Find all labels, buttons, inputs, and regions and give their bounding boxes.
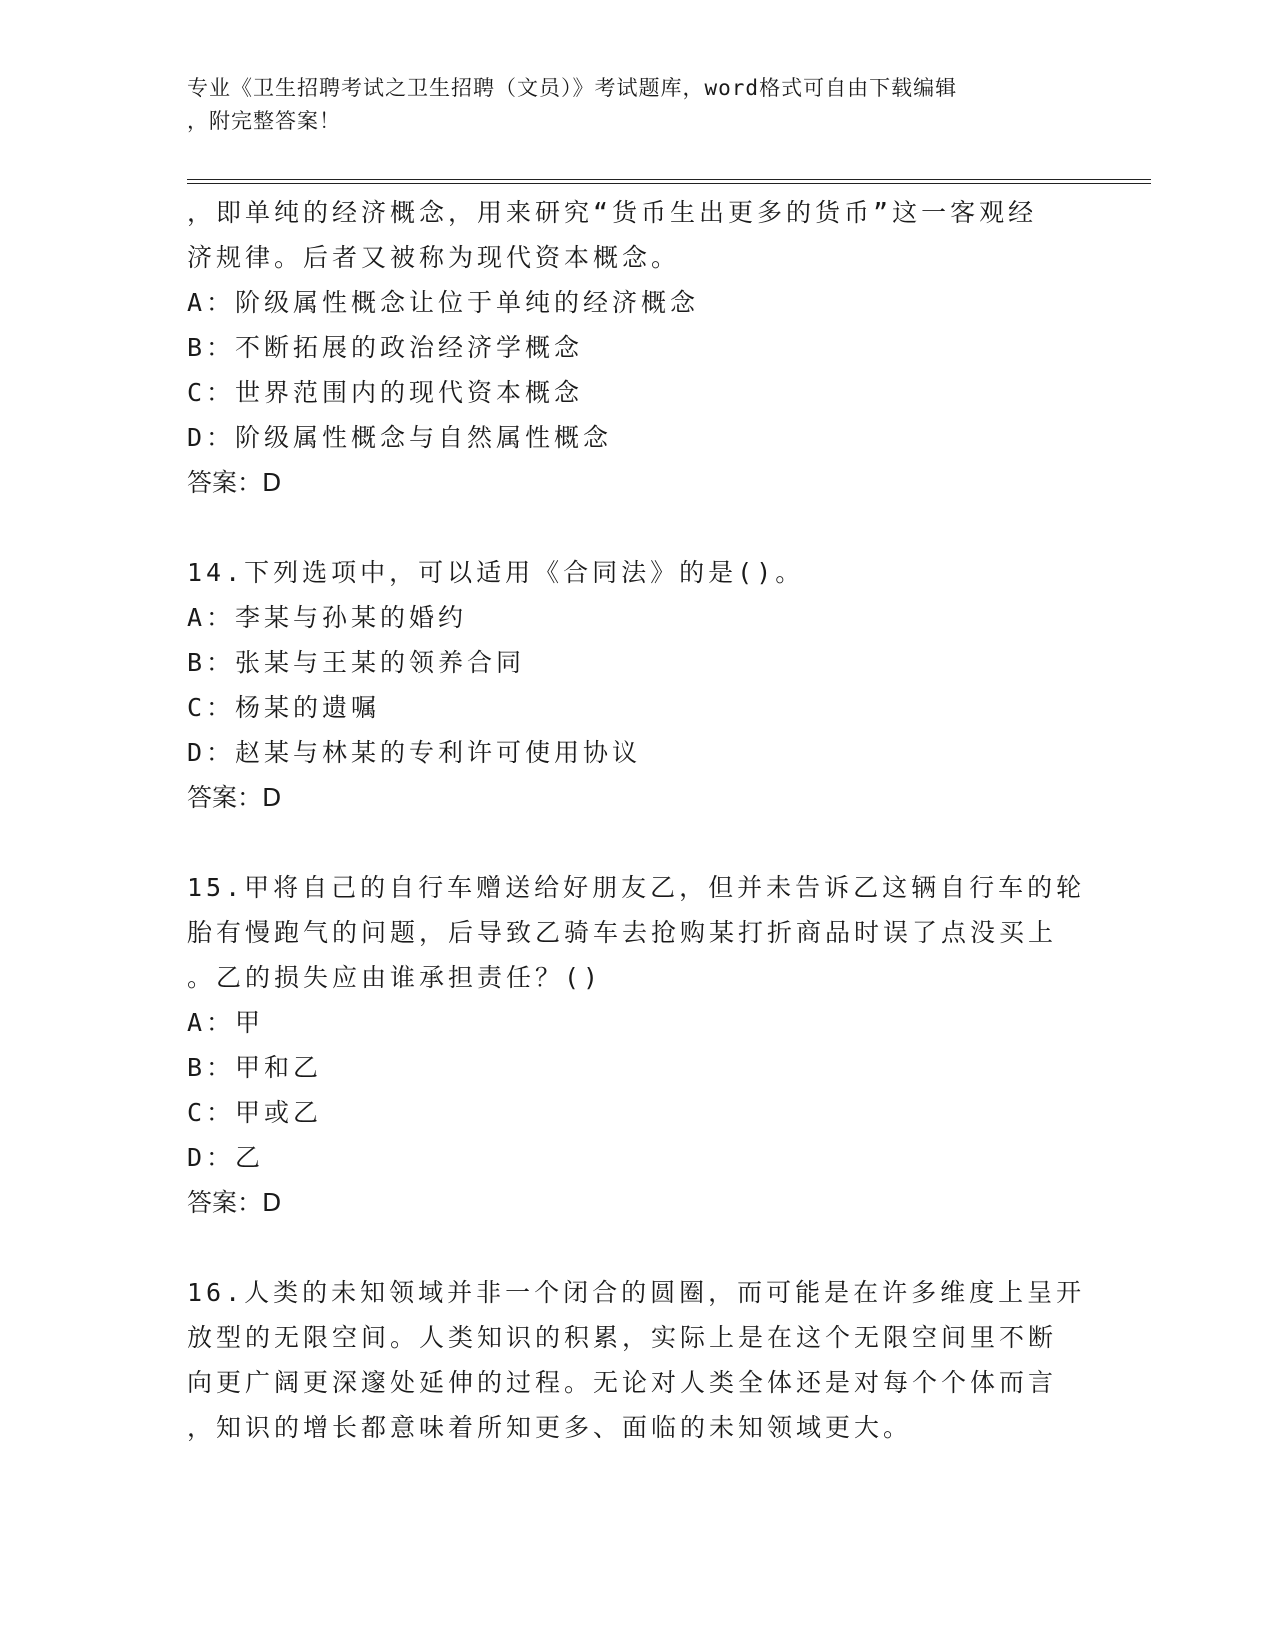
document-body [187, 190, 1087, 1450]
question-text-line: 放型的无限空间。人类知识的积累，实际上是在这个无限空间里不断 [187, 1323, 1058, 1352]
option-d: D：阶级属性概念与自然属性概念 [187, 423, 613, 452]
question-text-line: 15.甲将自己的自行车赠送给好朋友乙，但并未告诉乙这辆自行车的轮 [187, 873, 1086, 902]
question-text-line: 胎有慢跑气的问题，后导致乙骑车去抢购某打折商品时误了点没买上 [187, 918, 1058, 947]
question-15 [187, 865, 1087, 1225]
question-13-continued [187, 190, 1087, 505]
option-b: B：张某与王某的领养合同 [187, 648, 526, 677]
option-b: B：甲和乙 [187, 1053, 323, 1082]
spacer [187, 505, 1087, 550]
spacer [187, 1225, 1087, 1270]
option-c: C：杨某的遗嘱 [187, 693, 381, 722]
option-a: A：甲 [187, 1008, 265, 1037]
question-text-line: 向更广阔更深邃处延伸的过程。无论对人类全体还是对每个个体而言 [187, 1368, 1058, 1397]
question-text-line: 济规律。后者又被称为现代资本概念。 [187, 243, 681, 272]
question-14 [187, 550, 1087, 820]
answer-line: 答案：D [187, 1188, 282, 1217]
answer-line: 答案：D [187, 468, 282, 497]
option-c: C：甲或乙 [187, 1098, 323, 1127]
header-title-line-2: ，附完整答案！ [187, 109, 341, 133]
option-a: A：阶级属性概念让位于单纯的经济概念 [187, 288, 700, 317]
option-d: D：乙 [187, 1143, 265, 1172]
header-divider [187, 179, 1151, 184]
question-text-line: 。乙的损失应由谁承担责任？() [187, 963, 603, 992]
question-16 [187, 1270, 1087, 1450]
option-d: D：赵某与林某的专利许可使用协议 [187, 738, 642, 767]
question-text-line: ，即单纯的经济概念，用来研究“货币生出更多的货币”这一客观经 [187, 198, 1038, 227]
option-a: A：李某与孙某的婚约 [187, 603, 468, 632]
question-text-line: 16.人类的未知领域并非一个闭合的圆圈，而可能是在许多维度上呈开 [187, 1278, 1086, 1307]
header-title-line-1: 专业《卫生招聘考试之卫生招聘（文员）》考试题库，word格式可自由下载编辑 [187, 76, 958, 100]
option-b: B：不断拓展的政治经济学概念 [187, 333, 584, 362]
document-header [187, 72, 1087, 138]
answer-line: 答案：D [187, 783, 282, 812]
question-text-line: 14.下列选项中，可以适用《合同法》的是()。 [187, 558, 805, 587]
question-text-line: ，知识的增长都意味着所知更多、面临的未知领域更大。 [187, 1413, 913, 1442]
spacer [187, 820, 1087, 865]
option-c: C：世界范围内的现代资本概念 [187, 378, 584, 407]
